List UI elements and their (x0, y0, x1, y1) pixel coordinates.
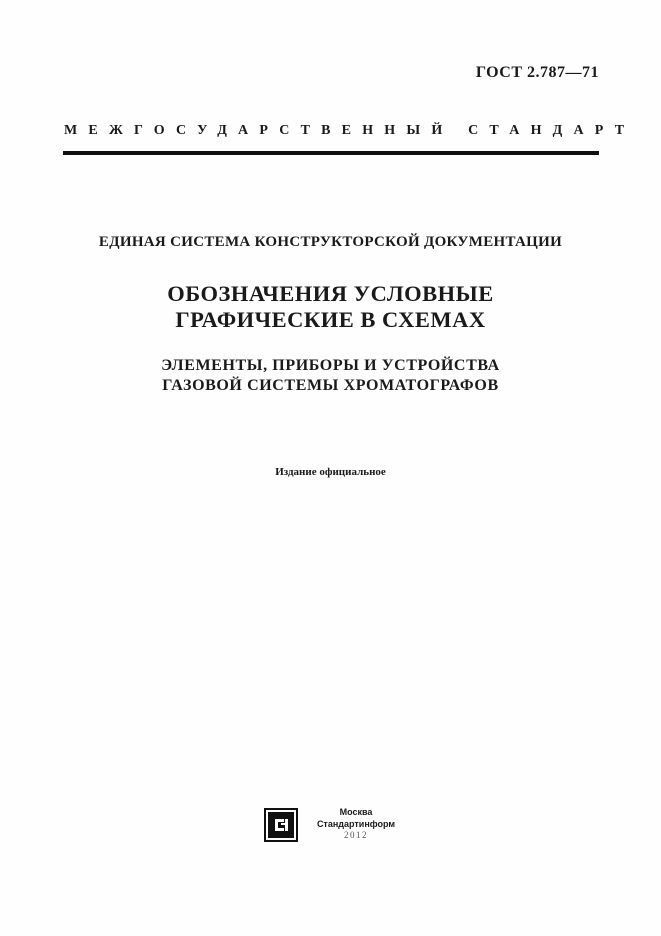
document-title (0, 281, 661, 333)
title-line-2: ГРАФИЧЕСКИЕ В СХЕМАХ (175, 307, 486, 332)
standartinform-logo-icon (264, 808, 298, 842)
documentation-system: ЕДИНАЯ СИСТЕМА КОНСТРУКТОРСКОЙ ДОКУМЕНТАЦИИ (98, 234, 563, 250)
publisher-block (264, 806, 404, 842)
publisher-city: Москва (339, 807, 373, 817)
subtitle-line-1: ЭЛЕМЕНТЫ, ПРИБОРЫ И УСТРОЙСТВА (161, 357, 500, 374)
standard-number: ГОСТ 2.787—71 (475, 64, 599, 81)
standard-type: МЕЖГОСУДАРСТВЕННЫЙ СТАНДАРТ (64, 123, 636, 138)
title-line-1: ОБОЗНАЧЕНИЯ УСЛОВНЫЕ (167, 281, 494, 306)
publisher-name: Стандартинформ (316, 819, 396, 829)
edition-note: Издание официальное (275, 466, 386, 478)
publication-year: 2012 (344, 830, 368, 840)
document-subtitle (0, 356, 661, 396)
publisher-text (308, 806, 404, 841)
header-rule (63, 151, 599, 155)
subtitle-line-2: ГАЗОВОЙ СИСТЕМЫ ХРОМАТОГРАФОВ (162, 377, 499, 394)
